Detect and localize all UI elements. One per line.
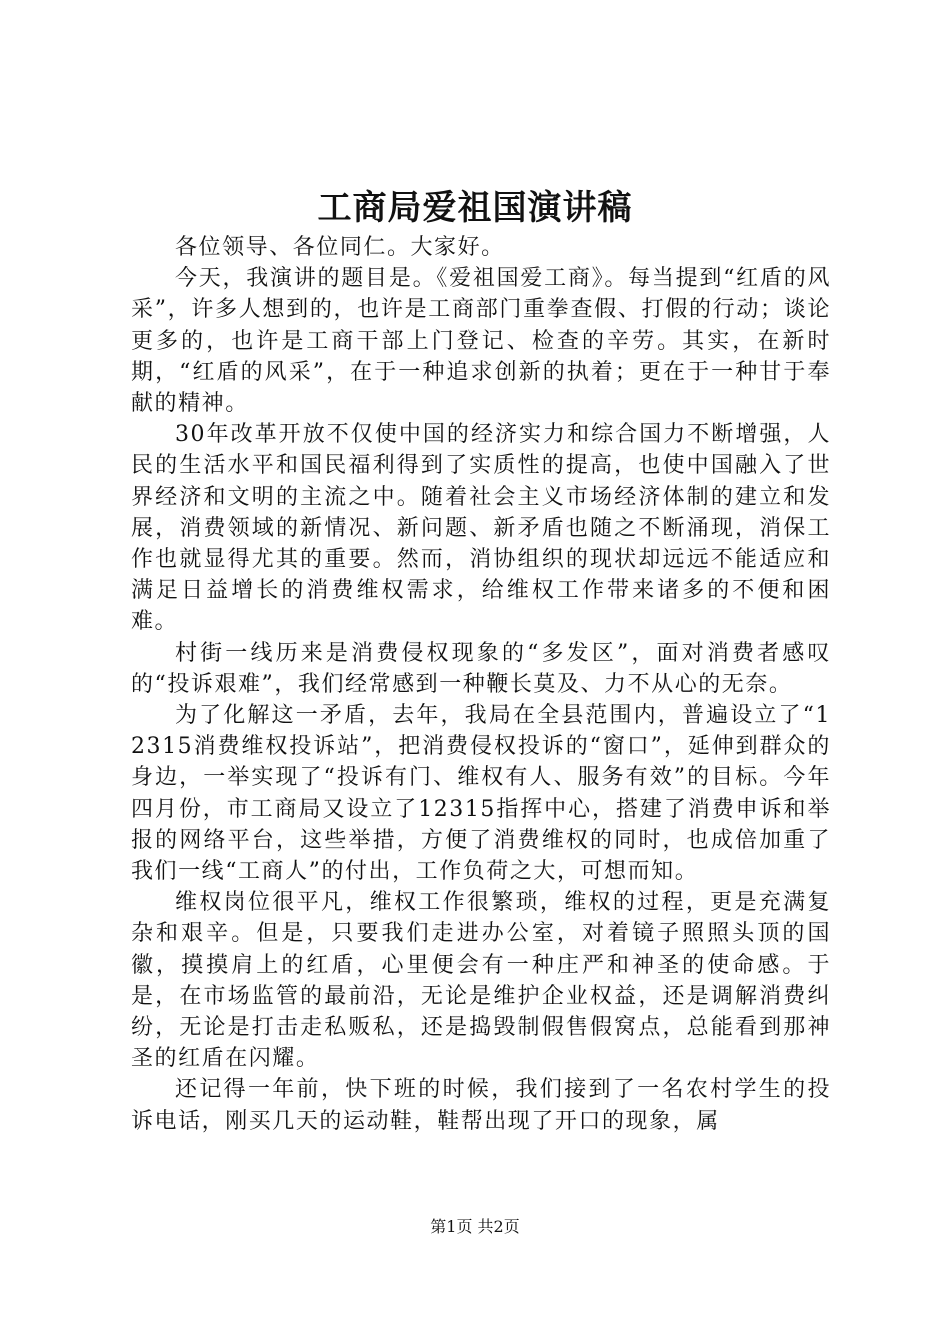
- page-footer: 第1页 共2页: [430, 1217, 520, 1236]
- paragraph-reform: 30年改革开放不仅使中国的经济实力和综合国力不断增强，人民的生活水平和国民福利得到了实质性的提高，也使中国融入了世界经济和文明的主流之中。随着社会主义市场经济体制的建立和发展，消费领域的新情况、新问题、新矛盾也随之不断涌现，消保工作也就显得尤其的重要。然而，消协组织的现状却远远不能适应和满足日益增长的消费维权需求，给维权工作带来诸多的不便和困难。: [131, 422, 831, 635]
- paragraph-intro: 今天，我演讲的题目是。《爱祖国爱工商》。每当提到“红盾的风采”，许多人想到的，也许是工商部门重拳查假、打假的行动；谈论更多的，也许是工商干部上门登记、检查的辛劳。其实，在新时期，“红盾的风采”，在于一种追求创新的执着；更在于一种甘于奉献的精神。: [131, 266, 831, 417]
- paragraph-12315: 为了化解这一矛盾，去年，我局在全县范围内，普遍设立了“12315消费维权投诉站”，把消费侵权投诉的“窗口”，延伸到群众的身边，一举实现了“投诉有门、维权有人、服务有效”的目标。今年四月份，市工商局又设立了12315指挥中心，搭建了消费申诉和举报的网络平台，这些举措，方便了消费维权的同时，也成倍加重了我们一线“工商人”的付出，工作负荷之大，可想而知。: [131, 703, 831, 885]
- paragraph-post: 维权岗位很平凡，维权工作很繁琐，维权的过程，更是充满复杂和艰辛。但是，只要我们走进办公室，对着镜子照照头顶的国徽，摸摸肩上的红盾，心里便会有一种庄严和神圣的使命感。于是，在市场监管的最前沿，无论是维护企业权益，还是调解消费纠纷，无论是打击走私贩私，还是捣毁制假售假窝点，总能看到那神圣的红盾在闪耀。: [131, 890, 831, 1072]
- paragraph-memory: 还记得一年前，快下班的时候，我们接到了一名农村学生的投诉电话，刚买几天的运动鞋，鞋帮出现了开口的现象，属: [131, 1077, 831, 1134]
- paragraph-village: 村街一线历来是消费侵权现象的“多发区”，面对消费者感叹的“投诉艰难”，我们经常感到一种鞭长莫及、力不从心的无奈。: [131, 640, 831, 697]
- document-body: [131, 232, 831, 1137]
- paragraph-greeting: 各位领导、各位同仁。大家好。: [175, 235, 505, 260]
- document-title: 工商局爱祖国演讲稿: [317, 188, 633, 228]
